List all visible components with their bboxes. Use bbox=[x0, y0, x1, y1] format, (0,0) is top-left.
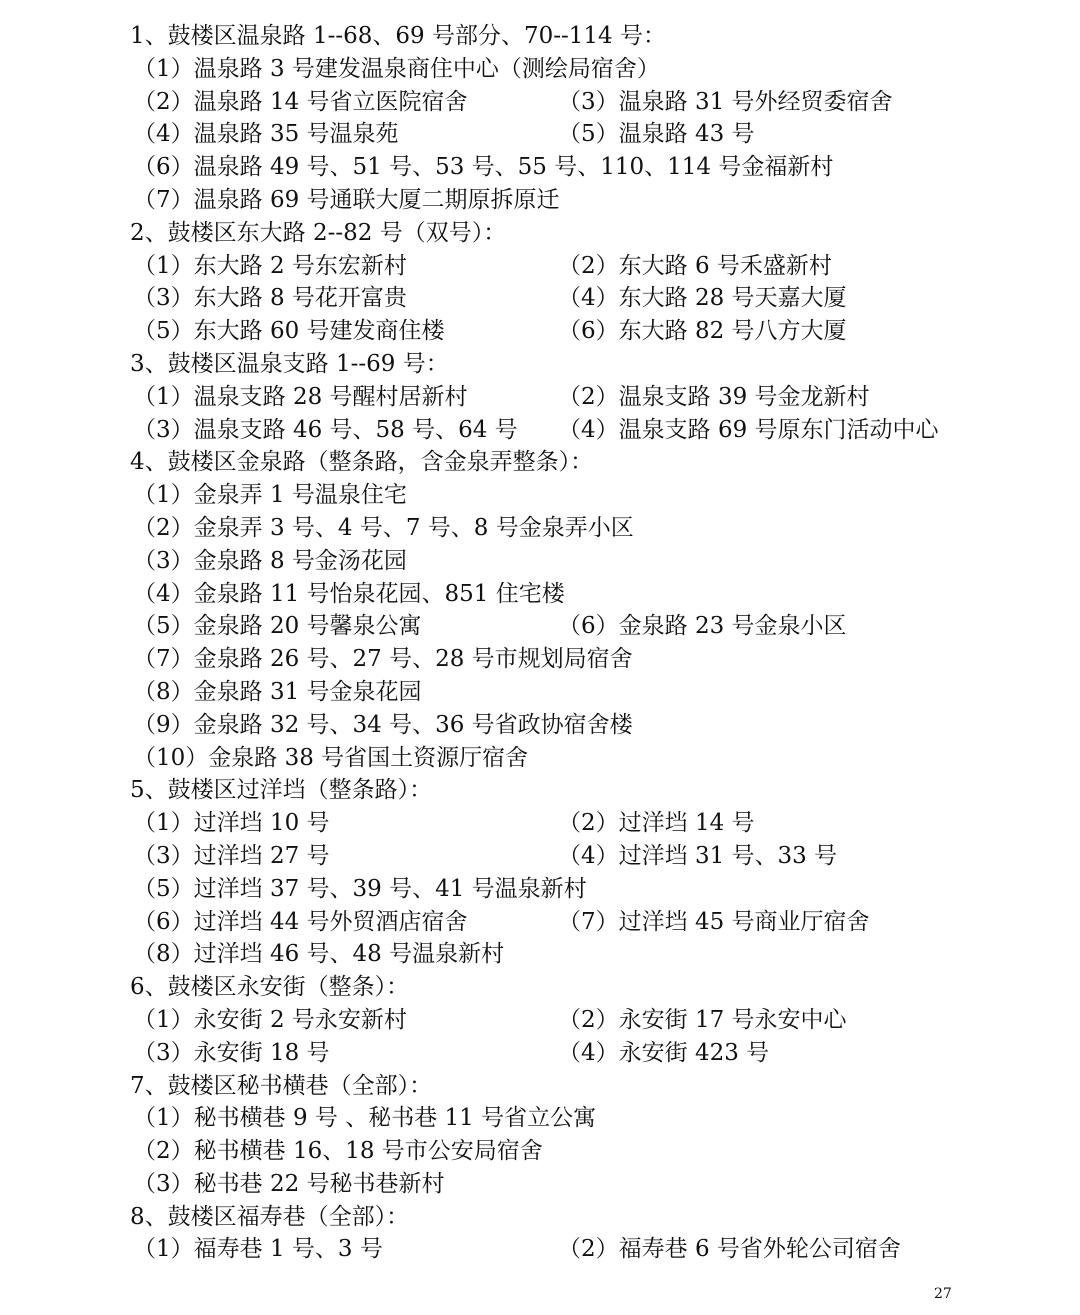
address-row bbox=[0, 1233, 1080, 1266]
section-heading: 8、鼓楼区福寿巷（全部）： bbox=[130, 1203, 410, 1230]
address-entry: （4）温泉支路 69 号原东门活动中心 bbox=[558, 416, 939, 443]
address-entry: （4）过洋垱 31 号、33 号 bbox=[558, 842, 838, 869]
address-entry: （8）过洋垱 46 号、48 号温泉新村 bbox=[133, 941, 505, 968]
address-row bbox=[0, 512, 1080, 545]
address-row bbox=[0, 742, 1080, 775]
address-entry: （5）东大路 60 号建发商住楼 bbox=[133, 318, 445, 345]
address-entry: （2）过洋垱 14 号 bbox=[558, 810, 755, 837]
address-row bbox=[0, 643, 1080, 676]
address-entry: （3）永安街 18 号 bbox=[133, 1039, 330, 1066]
section-heading: 3、鼓楼区温泉支路 1--69 号： bbox=[130, 350, 449, 377]
address-section bbox=[0, 446, 1080, 774]
address-row bbox=[0, 938, 1080, 971]
address-entry: （6）过洋垱 44 号外贸酒店宿舍 bbox=[133, 908, 468, 935]
address-row bbox=[0, 282, 1080, 315]
address-row bbox=[0, 184, 1080, 217]
address-entry: （2）东大路 6 号禾盛新村 bbox=[558, 252, 832, 279]
address-entry: （1）过洋垱 10 号 bbox=[133, 810, 330, 837]
address-entry: （1）秘书横巷 9 号 、秘书巷 11 号省立公寓 bbox=[133, 1105, 597, 1132]
address-row bbox=[0, 873, 1080, 906]
section-heading: 4、鼓楼区金泉路（整条路，含金泉弄整条）： bbox=[130, 449, 594, 476]
address-entry: （1）东大路 2 号东宏新村 bbox=[133, 252, 407, 279]
address-section bbox=[0, 971, 1080, 1069]
address-entry: （6）温泉路 49 号、51 号、53 号、55 号、110、114 号金福新村 bbox=[133, 154, 834, 181]
address-entry: （7）温泉路 69 号通联大厦二期原拆原迁 bbox=[133, 186, 560, 213]
address-entry: （2）福寿巷 6 号省外轮公司宿舍 bbox=[558, 1236, 901, 1263]
address-entry: （3）金泉路 8 号金汤花园 bbox=[133, 547, 407, 574]
address-section bbox=[0, 20, 1080, 217]
address-row bbox=[0, 86, 1080, 119]
address-row bbox=[0, 906, 1080, 939]
section-heading: 7、鼓楼区秘书横巷（全部）： bbox=[130, 1072, 433, 1099]
address-section bbox=[0, 1201, 1080, 1267]
address-entry: （4）东大路 28 号天嘉大厦 bbox=[558, 285, 847, 312]
section-heading: 6、鼓楼区永安街（整条）： bbox=[130, 974, 410, 1001]
address-row bbox=[0, 840, 1080, 873]
address-entry: （8）金泉路 31 号金泉花园 bbox=[133, 678, 422, 705]
address-row bbox=[0, 315, 1080, 348]
address-list bbox=[0, 20, 1080, 1266]
address-row bbox=[0, 414, 1080, 447]
address-entry: （1）福寿巷 1 号、3 号 bbox=[133, 1236, 383, 1263]
address-entry: （5）金泉路 20 号馨泉公寓 bbox=[133, 613, 422, 640]
address-row bbox=[0, 1135, 1080, 1168]
address-row bbox=[0, 381, 1080, 414]
address-row bbox=[0, 1102, 1080, 1135]
address-entry: （2）金泉弄 3 号、4 号、7 号、8 号金泉弄小区 bbox=[133, 514, 634, 541]
address-entry: （6）东大路 82 号八方大厦 bbox=[558, 318, 847, 345]
address-row bbox=[0, 118, 1080, 151]
address-row bbox=[0, 250, 1080, 283]
address-entry: （7）金泉路 26 号、27 号、28 号市规划局宿舍 bbox=[133, 646, 633, 673]
address-section bbox=[0, 774, 1080, 971]
address-row bbox=[0, 1004, 1080, 1037]
address-entry: （4）温泉路 35 号温泉苑 bbox=[133, 121, 399, 148]
address-entry: （3）温泉路 31 号外经贸委宿舍 bbox=[558, 88, 893, 115]
address-entry: （2）秘书横巷 16、18 号市公安局宿舍 bbox=[133, 1138, 543, 1165]
address-section bbox=[0, 348, 1080, 446]
address-entry: （7）过洋垱 45 号商业厅宿舍 bbox=[558, 908, 870, 935]
page-number: 27 bbox=[934, 1286, 952, 1302]
address-entry: （1）永安街 2 号永安新村 bbox=[133, 1006, 407, 1033]
address-entry: （3）温泉支路 46 号、58 号、64 号 bbox=[133, 416, 518, 443]
address-entry: （6）金泉路 23 号金泉小区 bbox=[558, 613, 847, 640]
address-row bbox=[0, 610, 1080, 643]
section-heading: 2、鼓楼区东大路 2--82 号（双号）： bbox=[130, 219, 507, 246]
address-entry: （5）温泉路 43 号 bbox=[558, 121, 755, 148]
address-entry: （1）金泉弄 1 号温泉住宅 bbox=[133, 482, 407, 509]
address-entry: （9）金泉路 32 号、34 号、36 号省政协宿舍楼 bbox=[133, 711, 633, 738]
address-row bbox=[0, 709, 1080, 742]
address-entry: （10）金泉路 38 号省国土资源厅宿舍 bbox=[133, 744, 529, 771]
address-entry: （2）温泉路 14 号省立医院宿舍 bbox=[133, 88, 468, 115]
address-entry: （4）金泉路 11 号怡泉花园、851 住宅楼 bbox=[133, 580, 565, 607]
address-row bbox=[0, 545, 1080, 578]
address-section bbox=[0, 217, 1080, 348]
address-row bbox=[0, 676, 1080, 709]
address-entry: （2）温泉支路 39 号金龙新村 bbox=[558, 383, 870, 410]
address-entry: （5）过洋垱 37 号、39 号、41 号温泉新村 bbox=[133, 875, 587, 902]
section-heading: 5、鼓楼区过洋垱（整条路）： bbox=[130, 777, 433, 804]
address-row bbox=[0, 807, 1080, 840]
address-entry: （1）温泉路 3 号建发温泉商住中心（测绘局宿舍） bbox=[133, 55, 660, 82]
address-entry: （3）秘书巷 22 号秘书巷新村 bbox=[133, 1170, 445, 1197]
address-entry: （2）永安街 17 号永安中心 bbox=[558, 1006, 847, 1033]
address-row bbox=[0, 479, 1080, 512]
address-entry: （4）永安街 423 号 bbox=[558, 1039, 770, 1066]
address-row bbox=[0, 578, 1080, 611]
address-entry: （3）过洋垱 27 号 bbox=[133, 842, 330, 869]
address-row bbox=[0, 53, 1080, 86]
address-section bbox=[0, 1070, 1080, 1201]
address-entry: （3）东大路 8 号花开富贵 bbox=[133, 285, 407, 312]
address-row bbox=[0, 1168, 1080, 1201]
address-row bbox=[0, 151, 1080, 184]
section-heading: 1、鼓楼区温泉路 1--68、69 号部分、70--114 号： bbox=[130, 23, 666, 49]
address-entry: （1）温泉支路 28 号醒村居新村 bbox=[133, 383, 468, 410]
address-row bbox=[0, 1037, 1080, 1070]
